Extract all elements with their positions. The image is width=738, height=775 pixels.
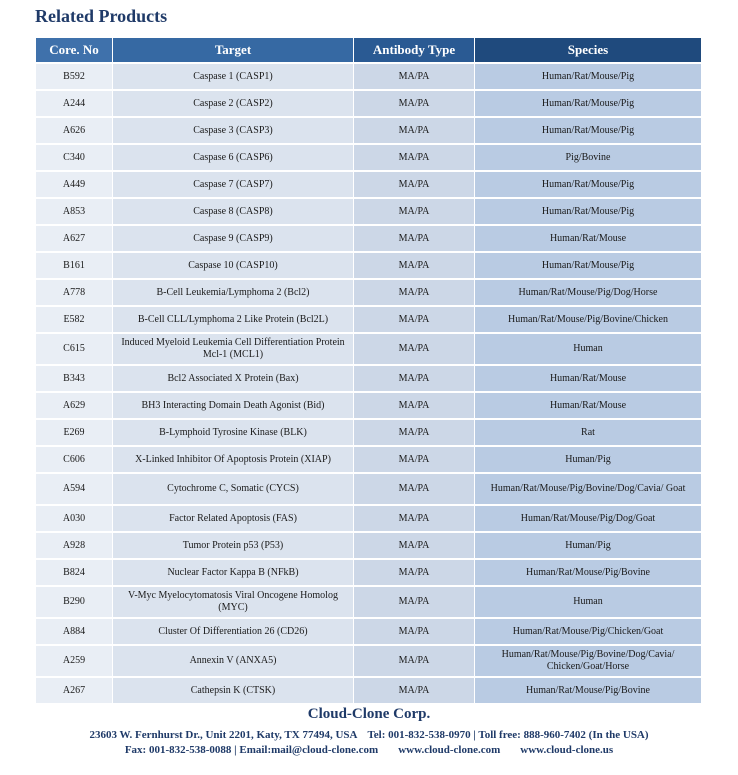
target-cell: Caspase 1 (CASP1): [113, 64, 353, 89]
column-header-core-no: Core. No: [36, 38, 112, 62]
species-cell: Pig/Bovine: [475, 145, 701, 170]
target-cell: Induced Myeloid Leukemia Cell Differentiation Protein Mcl-1 (MCL1): [113, 334, 353, 364]
antibody-type-cell: MA/PA: [354, 506, 474, 531]
table-row: [36, 560, 701, 585]
species-cell: Human/Rat/Mouse/Pig/Bovine/Dog/Cavia/ Goat: [475, 474, 701, 504]
species-cell: Human/Rat/Mouse/Pig: [475, 118, 701, 143]
table-body: [36, 64, 701, 703]
target-cell: Caspase 10 (CASP10): [113, 253, 353, 278]
core-no-cell: A928: [36, 533, 112, 558]
antibody-type-cell: MA/PA: [354, 366, 474, 391]
species-cell: Rat: [475, 420, 701, 445]
target-cell: Caspase 7 (CASP7): [113, 172, 353, 197]
antibody-type-cell: MA/PA: [354, 393, 474, 418]
target-cell: B-Cell CLL/Lymphoma 2 Like Protein (Bcl2L): [113, 307, 353, 332]
table-row: [36, 420, 701, 445]
core-no-cell: C615: [36, 334, 112, 364]
table-row: [36, 226, 701, 251]
core-no-cell: A594: [36, 474, 112, 504]
core-no-cell: E582: [36, 307, 112, 332]
table-row: [36, 447, 701, 472]
antibody-type-cell: MA/PA: [354, 646, 474, 676]
fax-email: Fax: 001-832-538-0088 | Email:mail@cloud-clone.com: [124, 744, 379, 756]
species-cell: Human/Rat/Mouse/Pig/Bovine/Chicken: [475, 307, 701, 332]
antibody-type-cell: MA/PA: [354, 280, 474, 305]
species-cell: Human/Rat/Mouse/Pig: [475, 253, 701, 278]
target-cell: Annexin V (ANXA5): [113, 646, 353, 676]
antibody-type-cell: MA/PA: [354, 560, 474, 585]
species-cell: Human/Rat/Mouse/Pig/Bovine: [475, 678, 701, 703]
table-row: [36, 307, 701, 332]
target-cell: B-Lymphoid Tyrosine Kinase (BLK): [113, 420, 353, 445]
core-no-cell: A244: [36, 91, 112, 116]
species-cell: Human/Rat/Mouse/Pig/Dog/Goat: [475, 506, 701, 531]
antibody-type-cell: MA/PA: [354, 199, 474, 224]
antibody-type-cell: MA/PA: [354, 619, 474, 644]
target-cell: Nuclear Factor Kappa B (NFkB): [113, 560, 353, 585]
table-row: [36, 533, 701, 558]
antibody-type-cell: MA/PA: [354, 64, 474, 89]
target-cell: Tumor Protein p53 (P53): [113, 533, 353, 558]
antibody-type-cell: MA/PA: [354, 253, 474, 278]
antibody-type-cell: MA/PA: [354, 678, 474, 703]
contact-line-2: [0, 743, 738, 758]
table-row: [36, 253, 701, 278]
species-cell: Human/Rat/Mouse/Pig: [475, 64, 701, 89]
antibody-type-cell: MA/PA: [354, 91, 474, 116]
antibody-type-cell: MA/PA: [354, 587, 474, 617]
core-no-cell: A627: [36, 226, 112, 251]
species-cell: Human/Rat/Mouse: [475, 366, 701, 391]
species-cell: Human/Pig: [475, 533, 701, 558]
antibody-type-cell: MA/PA: [354, 145, 474, 170]
related-products-table: [35, 36, 702, 705]
target-cell: Cathepsin K (CTSK): [113, 678, 353, 703]
table-row: [36, 587, 701, 617]
table-row: [36, 91, 701, 116]
core-no-cell: A259: [36, 646, 112, 676]
species-cell: Human/Rat/Mouse/Pig/Chicken/Goat: [475, 619, 701, 644]
page-heading: Related Products: [35, 6, 168, 26]
table-row: [36, 172, 701, 197]
table-row: [36, 506, 701, 531]
core-no-cell: B824: [36, 560, 112, 585]
website-link-com[interactable]: www.cloud-clone.com: [398, 744, 501, 756]
antibody-type-cell: MA/PA: [354, 533, 474, 558]
core-no-cell: B161: [36, 253, 112, 278]
table-row: [36, 366, 701, 391]
species-cell: Human/Rat/Mouse: [475, 226, 701, 251]
column-header-antibody-type: Antibody Type: [354, 38, 474, 62]
core-no-cell: A884: [36, 619, 112, 644]
antibody-type-cell: MA/PA: [354, 118, 474, 143]
species-cell: Human/Rat/Mouse/Pig: [475, 172, 701, 197]
core-no-cell: C340: [36, 145, 112, 170]
table-row: [36, 334, 701, 364]
target-cell: X-Linked Inhibitor Of Apoptosis Protein (XIAP): [113, 447, 353, 472]
column-header-target: Target: [113, 38, 353, 62]
core-no-cell: A626: [36, 118, 112, 143]
core-no-cell: A629: [36, 393, 112, 418]
table-row: [36, 619, 701, 644]
core-no-cell: E269: [36, 420, 112, 445]
core-no-cell: A853: [36, 199, 112, 224]
column-header-species: Species: [475, 38, 701, 62]
target-cell: Factor Related Apoptosis (FAS): [113, 506, 353, 531]
target-cell: Cytochrome C, Somatic (CYCS): [113, 474, 353, 504]
core-no-cell: C606: [36, 447, 112, 472]
footer: [0, 706, 738, 758]
table-row: [36, 145, 701, 170]
core-no-cell: A778: [36, 280, 112, 305]
target-cell: Caspase 8 (CASP8): [113, 199, 353, 224]
table-row: [36, 678, 701, 703]
core-no-cell: B290: [36, 587, 112, 617]
species-cell: Human/Rat/Mouse/Pig/Bovine: [475, 560, 701, 585]
target-cell: B-Cell Leukemia/Lymphoma 2 (Bcl2): [113, 280, 353, 305]
species-cell: Human/Pig: [475, 447, 701, 472]
antibody-type-cell: MA/PA: [354, 447, 474, 472]
species-cell: Human/Rat/Mouse/Pig: [475, 199, 701, 224]
antibody-type-cell: MA/PA: [354, 226, 474, 251]
antibody-type-cell: MA/PA: [354, 420, 474, 445]
antibody-type-cell: MA/PA: [354, 172, 474, 197]
table-row: [36, 199, 701, 224]
antibody-type-cell: MA/PA: [354, 474, 474, 504]
company-address: 23603 W. Fernhurst Dr., Unit 2201, Katy, TX 77494, USA: [89, 729, 358, 741]
target-cell: Caspase 9 (CASP9): [113, 226, 353, 251]
target-cell: Caspase 6 (CASP6): [113, 145, 353, 170]
core-no-cell: B592: [36, 64, 112, 89]
core-no-cell: B343: [36, 366, 112, 391]
core-no-cell: A449: [36, 172, 112, 197]
table-row: [36, 393, 701, 418]
core-no-cell: A030: [36, 506, 112, 531]
table-row: [36, 474, 701, 504]
target-cell: Caspase 3 (CASP3): [113, 118, 353, 143]
target-cell: Cluster Of Differentiation 26 (CD26): [113, 619, 353, 644]
species-cell: Human/Rat/Mouse/Pig/Dog/Horse: [475, 280, 701, 305]
contact-line-1: [0, 728, 738, 743]
species-cell: Human: [475, 334, 701, 364]
species-cell: Human/Rat/Mouse: [475, 393, 701, 418]
target-cell: Bcl2 Associated X Protein (Bax): [113, 366, 353, 391]
antibody-type-cell: MA/PA: [354, 307, 474, 332]
table-header-row: [36, 38, 701, 62]
species-cell: Human: [475, 587, 701, 617]
table-row: [36, 118, 701, 143]
target-cell: V-Myc Myelocytomatosis Viral Oncogene Homolog (MYC): [113, 587, 353, 617]
website-link-us[interactable]: www.cloud-clone.us: [520, 744, 614, 756]
species-cell: Human/Rat/Mouse/Pig/Bovine/Dog/Cavia/ Chicken/Goat/Horse: [475, 646, 701, 676]
target-cell: Caspase 2 (CASP2): [113, 91, 353, 116]
species-cell: Human/Rat/Mouse/Pig: [475, 91, 701, 116]
table-row: [36, 64, 701, 89]
antibody-type-cell: MA/PA: [354, 334, 474, 364]
company-name: Cloud-Clone Corp.: [307, 706, 431, 722]
table-row: [36, 646, 701, 676]
phone-numbers: Tel: 001-832-538-0970 | Toll free: 888-960-7402 (In the USA): [367, 729, 649, 741]
core-no-cell: A267: [36, 678, 112, 703]
table-row: [36, 280, 701, 305]
target-cell: BH3 Interacting Domain Death Agonist (Bid): [113, 393, 353, 418]
